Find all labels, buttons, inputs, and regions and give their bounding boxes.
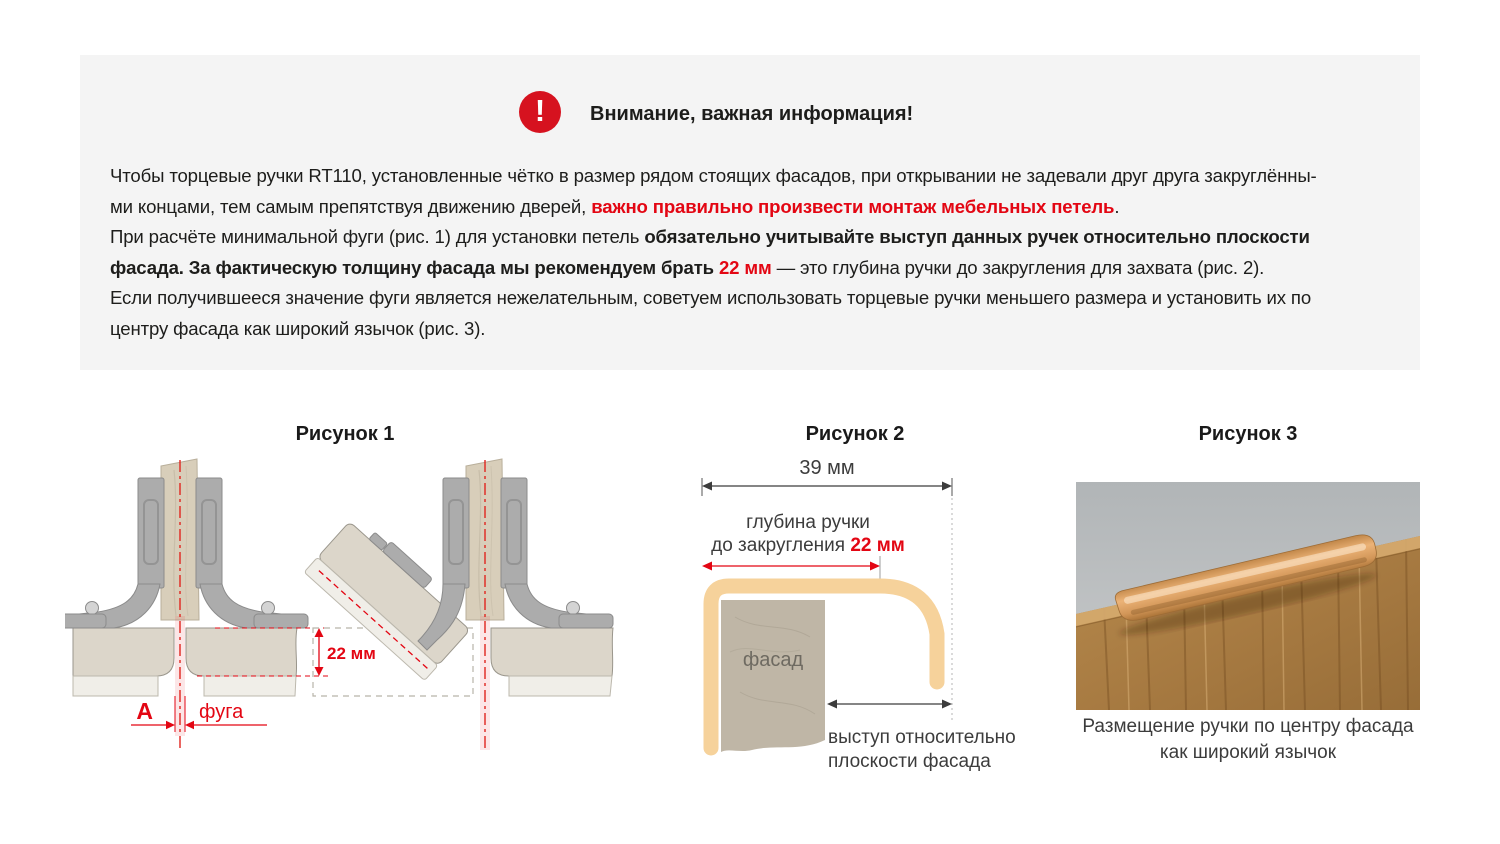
figure2-title: Рисунок 2 — [805, 423, 905, 445]
fig1-left-assembly — [65, 459, 376, 750]
paragraph-line: Если получившееся значение фуги является нежелательным, советуем использовать торцевые ручки меньшего размера и установить их по — [110, 287, 1312, 308]
fig1-label-fuga: фуга — [199, 701, 244, 723]
fig2-protrusion-line1: выступ относительно — [828, 727, 1016, 748]
figure3-caption-line1: Размещение ручки по центру фасада — [1082, 716, 1414, 737]
figure1-title: Рисунок 1 — [295, 423, 395, 445]
figure2-handle-profile-diagram — [690, 452, 1020, 787]
fig2-facade-label: фасад — [742, 649, 804, 671]
paragraph-line: центру фасада как широкий язычок (рис. 3). — [110, 317, 486, 339]
figure3-handle-photo — [1076, 482, 1420, 710]
fig2-depth-line1: глубина ручки — [746, 512, 870, 533]
fig2-depth-line2: до закругления 22 мм — [711, 535, 905, 556]
paragraph-line: При расчёте минимальной фуги (рис. 1) для установки петель обязательно учитывайте выступ данных ручек относительно плоскости — [110, 226, 1310, 247]
fig1-right-assembly — [304, 459, 613, 750]
info-paragraph — [110, 161, 1410, 344]
paragraph-line: ми концами, тем самым препятствуя движению дверей, важно правильно произвести монтаж мебельных петель. — [110, 195, 1120, 217]
figure3-title: Рисунок 3 — [1198, 423, 1298, 445]
fig1-label-a: А — [136, 698, 153, 724]
paragraph-line: фасада. За фактическую толщину фасада мы рекомендуем брать 22 мм — это глубина ручки до закругления для захвата (рис. 2). — [110, 256, 1265, 278]
fig2-facade-panel — [721, 600, 825, 752]
fig1-dim-22mm: 22 мм — [327, 644, 376, 663]
info-title: Внимание, важная информация! — [590, 103, 914, 125]
paragraph-line: Чтобы торцевые ручки RT110, установленные чётко в размер рядом стоящих фасадов, при открывании не задевали друг друга закруглённы- — [110, 165, 1317, 186]
figure3-caption-line2: как широкий язычок — [1159, 742, 1337, 763]
fig2-dim-39mm: 39 мм — [799, 457, 855, 479]
figure1-hinge-diagram — [65, 448, 625, 793]
warning-icon: ! — [519, 91, 561, 133]
fig2-protrusion-line2: плоскости фасада — [828, 751, 991, 772]
figure3-caption — [1056, 714, 1440, 766]
